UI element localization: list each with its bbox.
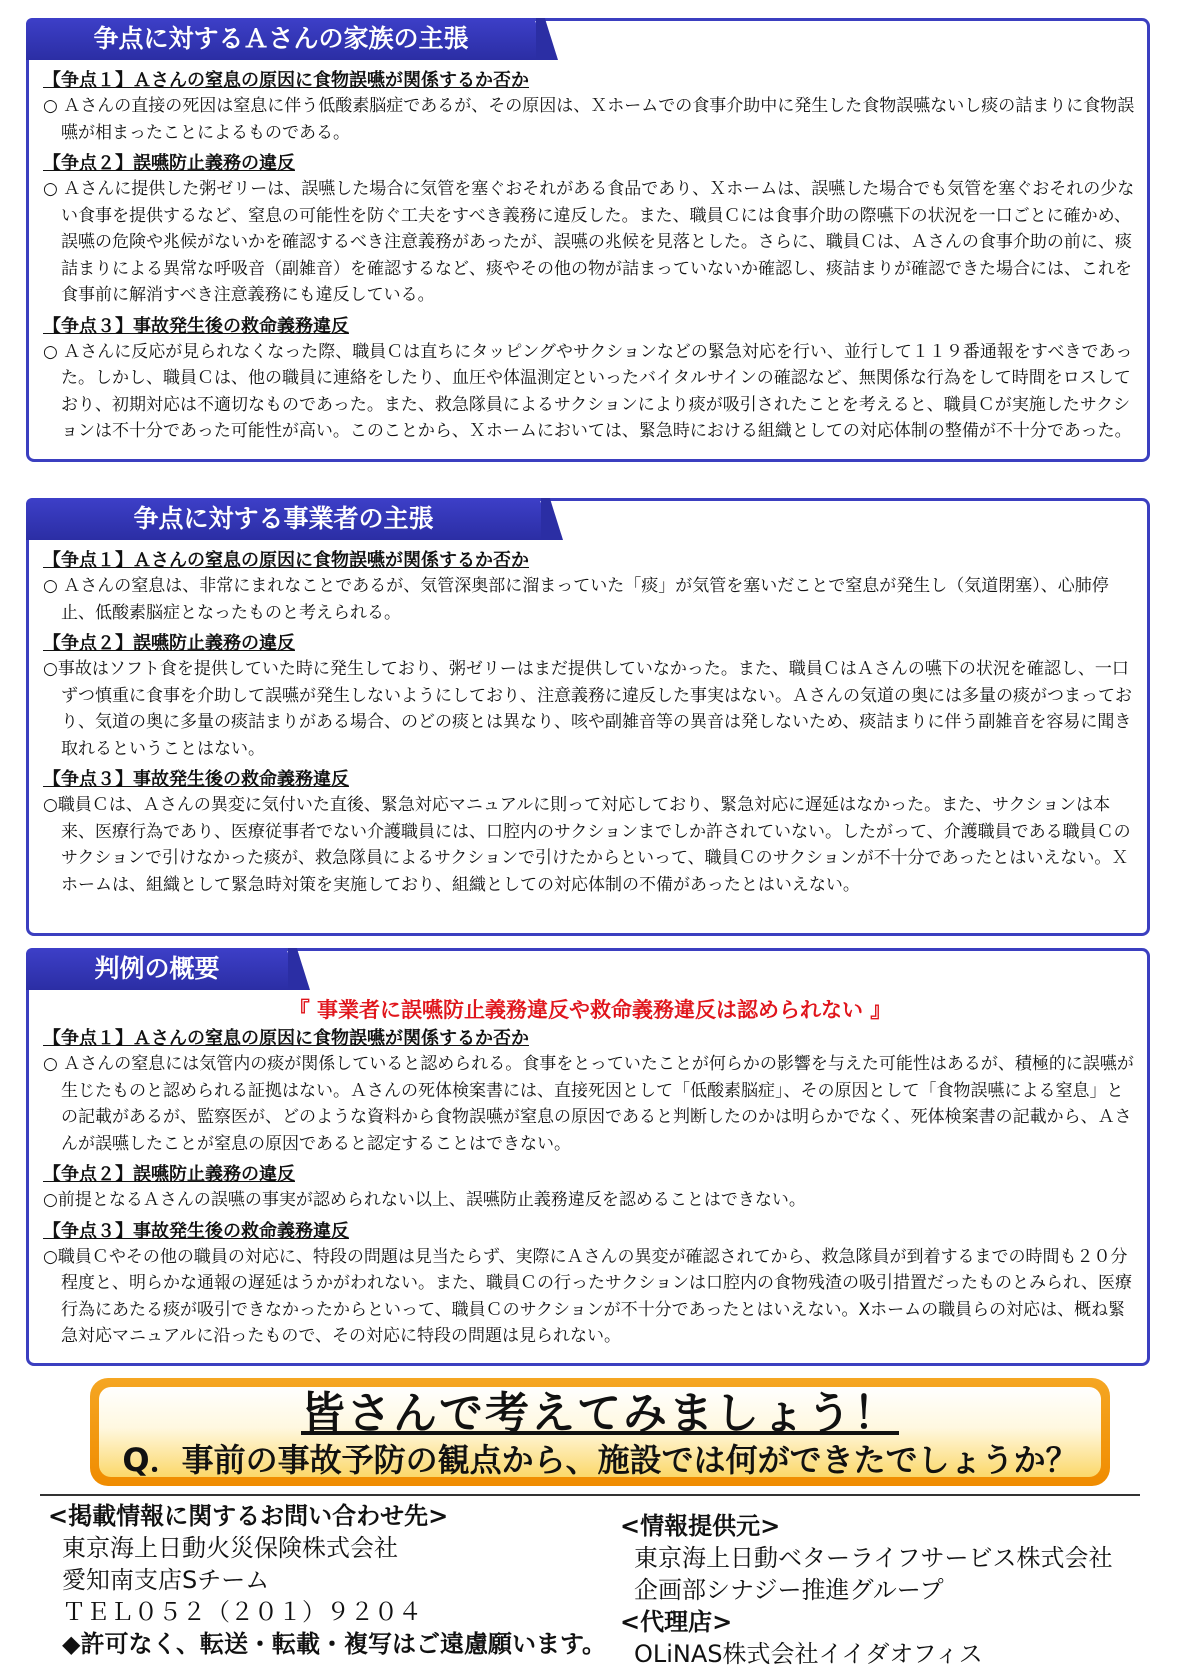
issue-2-heading: 【争点２】誤嚥防止義務の違反 — [43, 633, 295, 654]
issue-3-heading: 【争点３】事故発生後の救命義務違反 — [43, 769, 349, 790]
section-title: 争点に対する事業者の主張 — [26, 498, 541, 540]
discussion-question: Q．事前の事故予防の観点から、施設では何ができたでしょうか？ — [122, 1441, 1078, 1479]
copy-notice: ◆許可なく、転送・転載・複写はご遠慮願います。 — [62, 1630, 607, 1658]
provider-company: 東京海上日動ベターライフサービス株式会社 — [634, 1544, 1113, 1572]
provider-department: 企画部シナジー推進グループ — [634, 1576, 944, 1604]
contact-company: 東京海上日動火災保険株式会社 — [62, 1534, 398, 1562]
issue-3-heading: 【争点３】事故発生後の救命義務違反 — [43, 1220, 349, 1242]
issue-3-heading: 【争点３】事故発生後の救命義務違反 — [43, 315, 349, 337]
issue-1-text: ○ Ａさんの窒息は、非常にまれなことであるが、気管深奥部に溜まっていた「痰」が気管を塞いだことで窒息が発生し（気道閉塞）、心肺停止、低酸素脳症となったものと考えられる。 — [43, 576, 1109, 623]
discussion-banner — [90, 1378, 1110, 1486]
provider-heading: <情報提供元> — [620, 1512, 781, 1540]
ruling-headline: 『 事業者に誤嚥防止義務違反や救命義務違反は認められない 』 — [288, 998, 892, 1022]
issue-1-text: ○ Ａさんの窒息には気管内の痰が関係していると認められる。食事をとっていたことが何らかの影響を与えた可能性はあるが、積極的に誤嚥が生じたものと認められる証拠はない。Ａさんの死体検案書には、直接死因として「低酸素脳症」、その原因として「食物誤嚥による窒息」との記載があるが、監察医が、どのような資料から食物誤嚥が窒息の原因であると判断したのかは明らかでなく、死体検案書の記載から、Ａさんが誤嚥したことが窒息の原因であると認定することはできない。 — [43, 1054, 1134, 1154]
section-title: 判例の概要 — [26, 948, 288, 990]
issue-1-heading: 【争点１】Ａさんの窒息の原因に食物誤嚥が関係するか否か — [43, 1028, 529, 1049]
issue-2-text: ○事故はソフト食を提供していた時に発生しており、粥ゼリーはまだ提供していなかった。また、職員ＣはＡさんの嚥下の状況を確認し、一口ずつ慎重に食事を介助して誤嚥が発生しないようにしており、注意義務に違反した事実はない。Ａさんの気道の奥には多量の痰がつまっており、気道の奥に多量の痰詰まりがある場合、のどの痰とは異なり、咳や副雑音等の異音は発しないため、痰詰まりに伴う副雑音を容易に聞き取れるということはない。 — [43, 659, 1132, 759]
tab-notch — [536, 18, 558, 60]
issue-3-text: ○ Ａさんに反応が見られなくなった際、職員Ｃは直ちにタッピングやサクションなどの緊急対応を行い、並行して１１９番通報をすべきであった。しかし、職員Ｃは、他の職員に連絡をしたり、血圧や体温測定といったバイタルサインの確認など、無関係な行為をして時間をロスしており、初期対応は不適切なものであった。また、救急隊員によるサクションにより痰が吸引されたことを考えると、職員Ｃが実施したサクションは不十分であった可能性が高い。このことから、Ｘホームにおいては、緊急時における組織としての対応体制の整備が不十分であった。 — [43, 341, 1133, 441]
issue-1-heading: 【争点１】Ａさんの窒息の原因に食物誤嚥が関係するか否か — [43, 550, 529, 571]
issue-2-heading: 【争点２】誤嚥防止義務の違反 — [43, 1164, 295, 1185]
contact-block — [48, 1500, 648, 1660]
contact-phone: ＴＥＬ０５２（２０１）９２０４ — [62, 1598, 422, 1626]
footer-divider — [40, 1494, 1140, 1496]
discussion-title: 皆さんで考えてみましょう！ — [301, 1388, 899, 1439]
issue-3-text: ○職員Ｃやその他の職員の対応に、特段の問題は見当たらず、実際にＡさんの異変が確認されてから、救急隊員が到着するまでの時間も２０分程度と、明らかな通報の遅延はうかがわれない。また、職員Ｃの行ったサクションは口腔内の食物残渣の吸引措置だったものとみられ、医療行為にあたる痰が吸引できなかったからといって、職員Ｃのサクションが不十分であったとはいえない。Xホームの職員らの対応は、概ね緊急対応マニュアルに沿ったもので、その対応に特段の問題は見られない。 — [43, 1246, 1132, 1346]
agent-name: OLiNAS株式会社イイダオフィス — [634, 1640, 983, 1668]
contact-branch: 愛知南支店Sチーム — [62, 1566, 270, 1594]
tab-notch — [541, 498, 563, 540]
section-title: 争点に対するＡさんの家族の主張 — [26, 18, 536, 60]
issue-2-text: ○ Ａさんに提供した粥ゼリーは、誤嚥した場合に気管を塞ぐおそれがある食品であり、Ｘホームは、誤嚥した場合でも気管を塞ぐおそれの少ない食事を提供するなど、窒息の可能性を防ぐ工夫をすべき義務に違反した。また、職員Ｃには食事介助の際嚥下の状況を一口ごとに確かめ、誤嚥の危険や兆候がないかを確認するべき注意義務があったが、誤嚥の兆候を見落とした。さらに、職員Ｃは、Ａさんの食事介助の前に、痰詰まりによる異常な呼吸音（副雑音）を確認するなど、痰やその他の物が詰まっていないか確認し、痰詰まりが確認できた場合には、これを食事前に解消すべき注意義務にも違反している。 — [43, 179, 1135, 305]
provider-block — [620, 1510, 1140, 1670]
issue-1-heading: 【争点１】Ａさんの窒息の原因に食物誤嚥が関係するか否か — [43, 70, 529, 91]
issue-3-text: ○職員Ｃは、Ａさんの異変に気付いた直後、緊急対応マニュアルに則って対応しており、緊急対応に遅延はなかった。また、サクションは本来、医療行為であり、医療従事者でない介護職員には、口腔内のサクションまでしか許されていない。したがって、介護職員である職員Ｃのサクションで引けなかった痰が、救急隊員によるサクションで引けたからといって、職員Ｃのサクションが不十分であったとはいえない。Ｘホームは、組織として緊急時対策を実施しており、組織としての対応体制の不備があったとはいえない。 — [43, 795, 1131, 895]
contact-heading: <掲載情報に関するお問い合わせ先> — [48, 1502, 449, 1530]
issue-1-text: ○ Ａさんの直接の死因は窒息に伴う低酸素脳症であるが、その原因は、Ｘホームでの食事介助中に発生した食物誤嚥ないし痰の詰まりに食物誤嚥が相まったことによるものである。 — [43, 96, 1135, 143]
issue-2-text: ○前提となるＡさんの誤嚥の事実が認められない以上、誤嚥防止義務違反を認めることはできない。 — [43, 1190, 806, 1210]
operator-claims-section — [26, 498, 1150, 936]
tab-notch — [288, 948, 310, 990]
agent-heading: <代理店> — [620, 1608, 733, 1636]
ruling-summary-section — [26, 948, 1150, 1366]
issue-2-heading: 【争点２】誤嚥防止義務の違反 — [43, 153, 295, 174]
family-claims-section — [26, 18, 1150, 462]
